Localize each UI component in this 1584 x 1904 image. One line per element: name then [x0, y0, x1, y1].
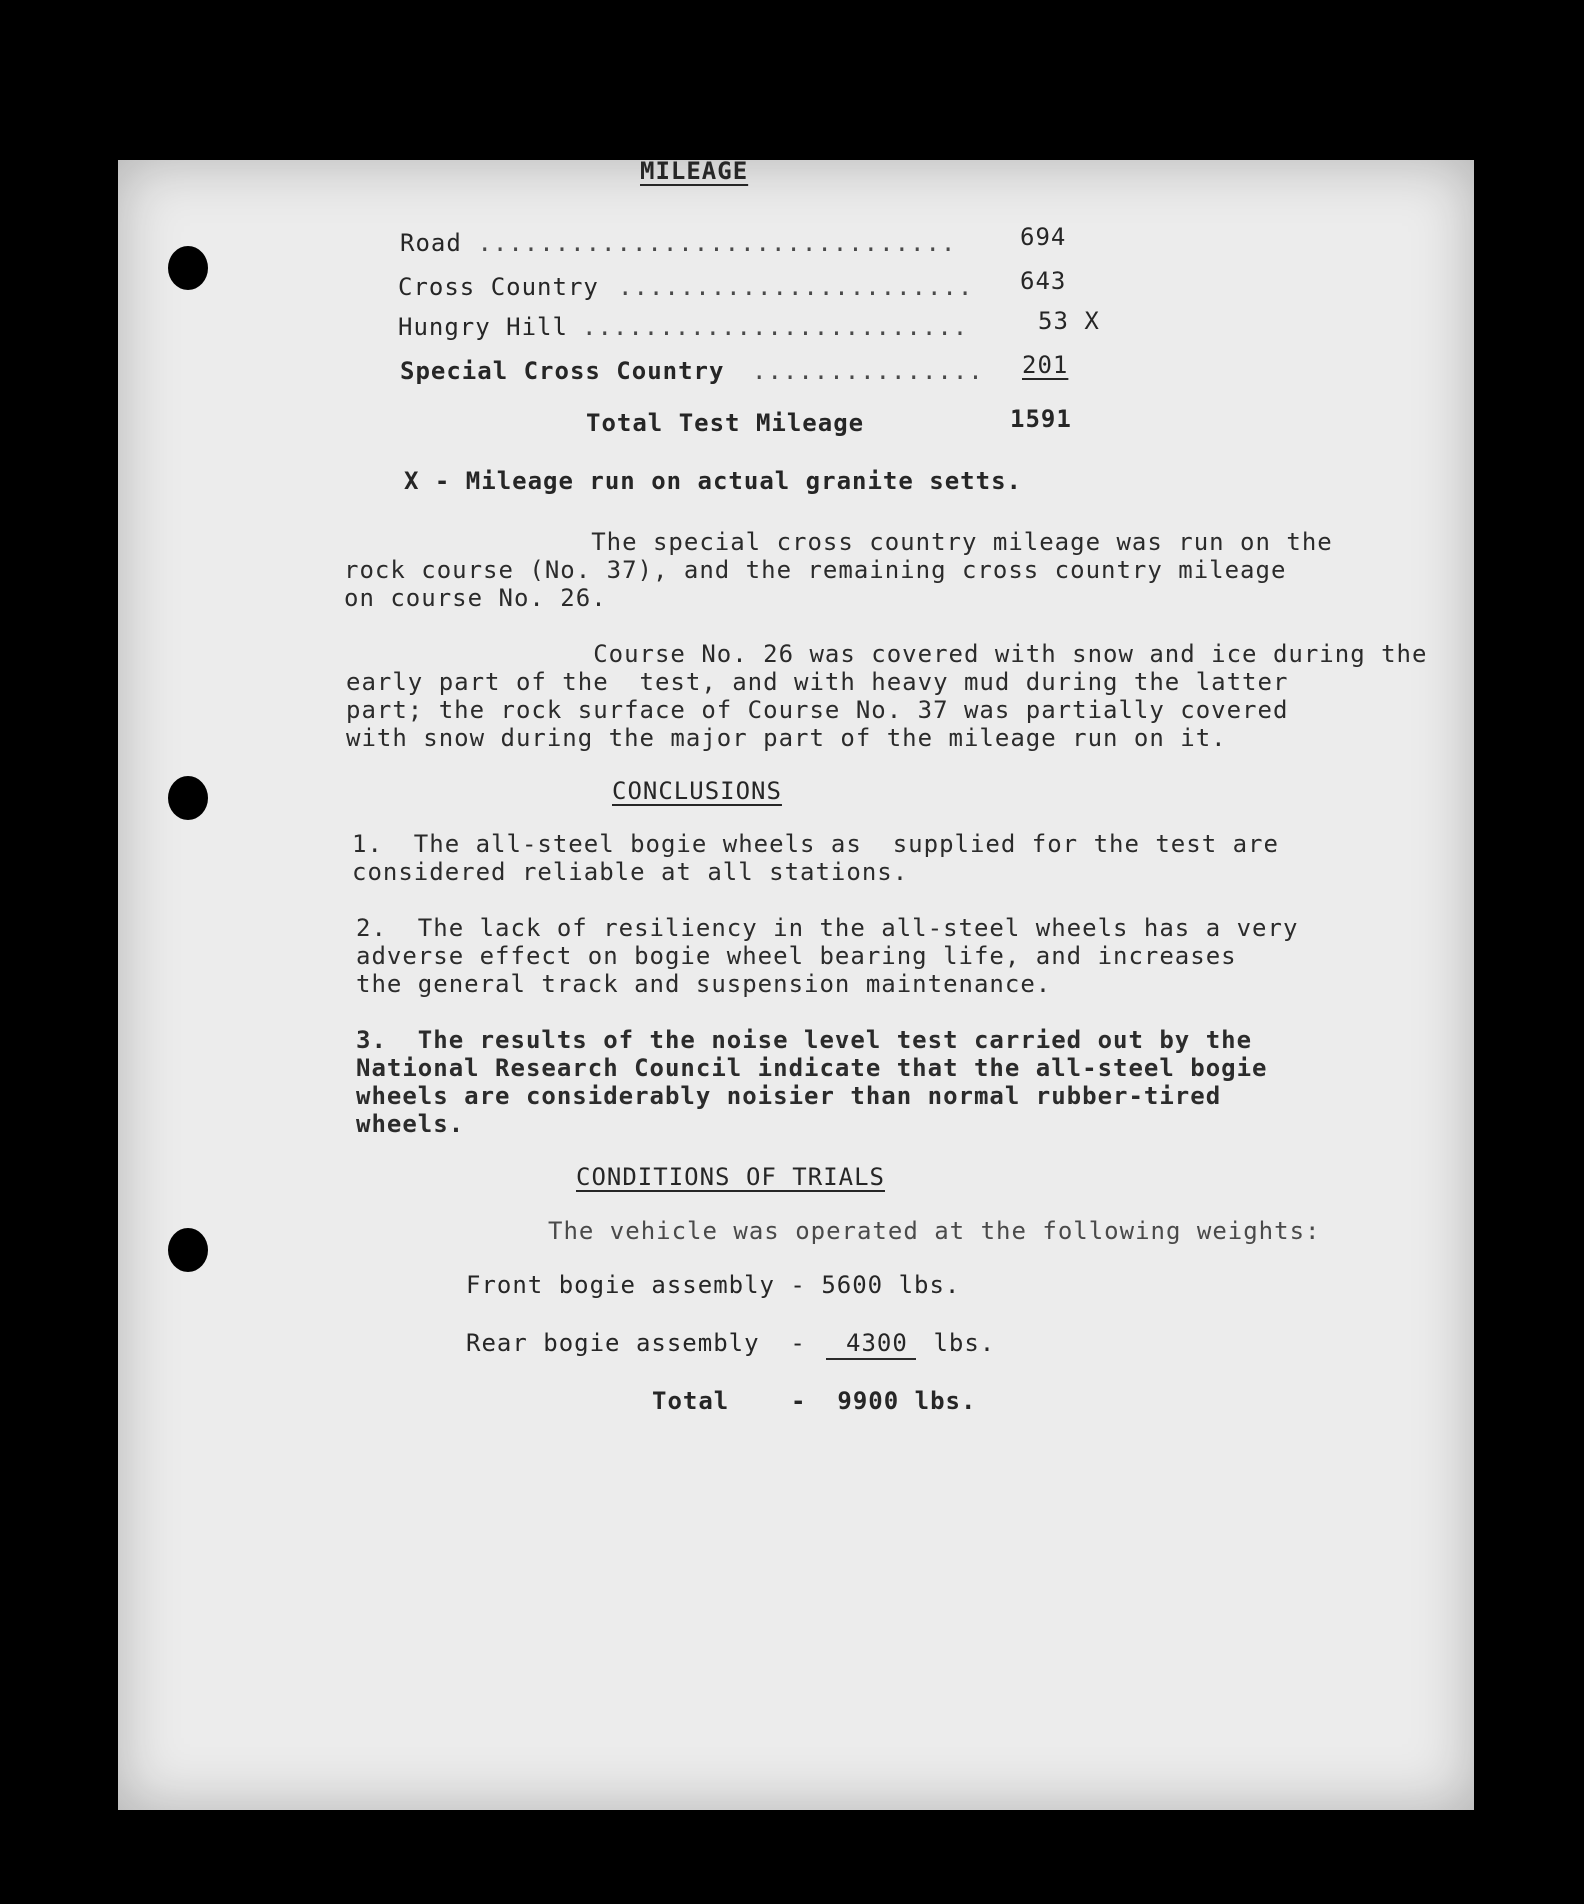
rear-bogie-value: 4300	[846, 1329, 908, 1357]
mileage-row-value: 53 X	[1038, 307, 1100, 335]
punch-hole	[168, 776, 208, 820]
total-weight: Total - 9900 lbs.	[652, 1387, 977, 1415]
mileage-row-label: Special Cross Country	[400, 357, 725, 385]
conclusions-heading: CONCLUSIONS	[612, 777, 782, 805]
paragraph-line: Course No. 26 was covered with snow and ice during the	[346, 640, 1428, 668]
total-mileage-value: 1591	[1010, 405, 1072, 433]
mileage-row-leader: ...............................	[462, 229, 957, 257]
mileage-row-value: 643	[1020, 267, 1067, 295]
punch-hole	[168, 246, 208, 290]
mileage-note: X - Mileage run on actual granite setts.	[404, 467, 1022, 495]
mileage-row-leader: .......................	[618, 273, 974, 301]
mileage-row-label: Hungry Hill	[398, 313, 568, 341]
mileage-row-label: Road	[400, 229, 462, 257]
conclusion-line: 1. The all-steel bogie wheels as supplied for the test are	[352, 830, 1279, 858]
conclusion-line: 3. The results of the noise level test carried out by the	[356, 1026, 1253, 1054]
total-mileage-label: Total Test Mileage	[586, 409, 865, 437]
mileage-row-leader: ...............	[752, 357, 984, 385]
paragraph-line: part; the rock surface of Course No. 37 was partially covered	[346, 696, 1289, 724]
conclusion-line: National Research Council indicate that the all-steel bogie	[356, 1054, 1268, 1082]
mileage-row-label: Cross Country	[398, 273, 599, 301]
conclusion-line: 2. The lack of resiliency in the all-steel wheels has a very	[356, 914, 1299, 942]
conclusion-line: considered reliable at all stations.	[352, 858, 909, 886]
conclusion-line: wheels.	[356, 1110, 465, 1138]
mileage-row-value: 694	[1020, 223, 1067, 251]
trials-intro: The vehicle was operated at the following weights:	[548, 1217, 1321, 1245]
paragraph-line: early part of the test, and with heavy mud during the latter	[346, 668, 1289, 696]
conclusion-line: adverse effect on bogie wheel bearing life, and increases	[356, 942, 1237, 970]
trials-heading: CONDITIONS OF TRIALS	[576, 1163, 885, 1191]
paragraph-line: The special cross country mileage was run on the	[344, 528, 1333, 556]
mileage-row-leader: .........................	[582, 313, 969, 341]
sum-rule	[826, 1358, 916, 1360]
conclusion-line: the general track and suspension maintenance.	[356, 970, 1052, 998]
conclusion-line: wheels are considerably noisier than normal rubber-tired	[356, 1082, 1222, 1110]
front-bogie-weight: Front bogie assembly - 5600 lbs.	[466, 1271, 961, 1299]
punch-hole	[168, 1228, 208, 1272]
paragraph-line: on course No. 26.	[344, 584, 607, 612]
paragraph-line: with snow during the major part of the mileage run on it.	[346, 724, 1227, 752]
rear-bogie-unit: lbs.	[918, 1329, 996, 1357]
paragraph-line: rock course (No. 37), and the remaining cross country mileage	[344, 556, 1287, 584]
rear-bogie-label: Rear bogie assembly -	[466, 1329, 822, 1357]
mileage-heading: MILEAGE	[640, 157, 749, 185]
mileage-row-value: 201	[1022, 351, 1069, 379]
